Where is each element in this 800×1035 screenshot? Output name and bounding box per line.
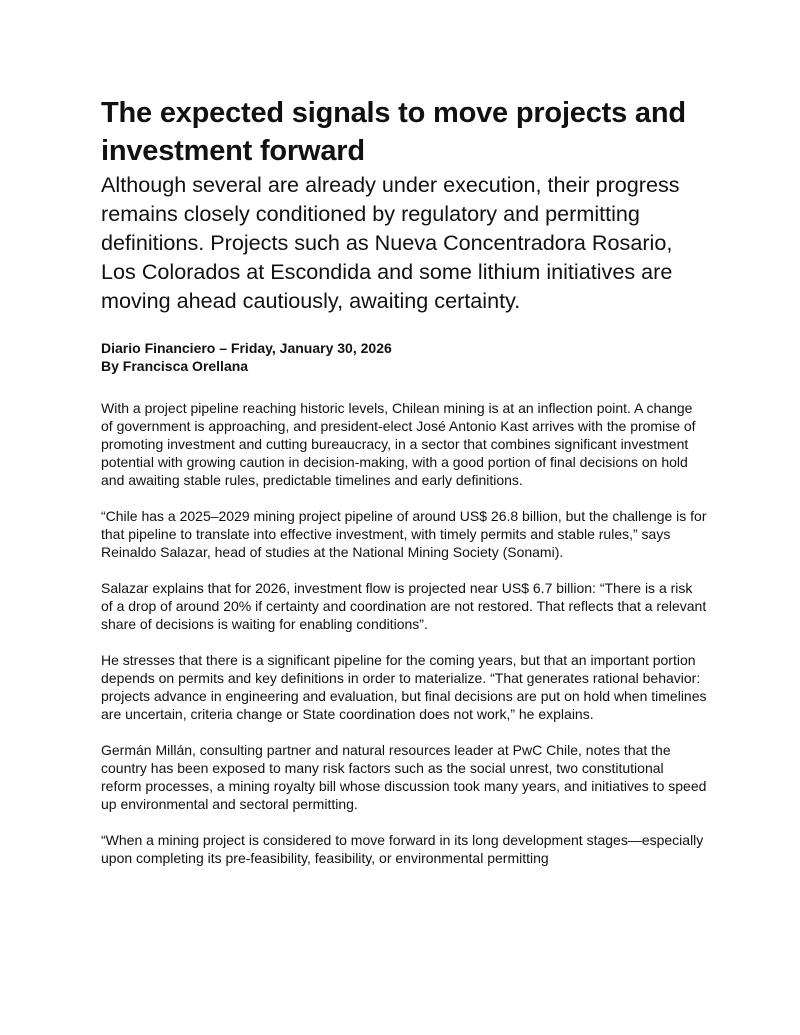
subheadline: Although several are already under execution, their progress remains closely conditioned by regulatory and permitting definitions. Projects such as Nueva Concentradora Rosario, Los Colorados at Escondida and some lithium initiatives are moving ahead cautiously, awaiting certainty. (101, 172, 680, 313)
author-line: By Francisca Orellana (101, 358, 249, 374)
article (101, 94, 707, 885)
paragraph: “Chile has a 2025–2029 mining project pipeline of around US$ 26.8 billion, but the challenge is for that pipeline to translate into effective investment, with timely permits and stable rules,” says Reinaldo Salazar, head of studies at the National Mining Society (Sonami). (101, 508, 707, 560)
paragraph: Salazar explains that for 2026, investment flow is projected near US$ 6.7 billion: “There is a risk of a drop of around 20% if certainty and coordination are not restored. That reflects that a relevant share of decisions is waiting for enabling conditions”. (101, 580, 707, 632)
article-body (101, 399, 707, 867)
paragraph: He stresses that there is a significant pipeline for the coming years, but that an important portion depends on permits and key definitions in order to materialize. “That generates rational behavior: projects advance in engineering and evaluation, but final decisions are put on hold when timelines are uncertain, criteria change or State coordination does not work,” he explains. (101, 652, 707, 722)
headline: The expected signals to move projects and investment forward (101, 97, 686, 167)
paragraph: “When a mining project is considered to move forward in its long development stages—especially upon completing its pre-feasibility, feasibility, or environmental permitting (101, 832, 704, 866)
paragraph: With a project pipeline reaching historic levels, Chilean mining is at an inflection point. A change of government is approaching, and president-elect José Antonio Kast arrives with the promise of promoting investment and cutting bureaucracy, in a sector that combines significant investment potential with growing caution in decision-making, with a good portion of final decisions on hold and awaiting stable rules, predictable timelines and early definitions. (101, 400, 696, 488)
paragraph: Germán Millán, consulting partner and natural resources leader at PwC Chile, notes that the country has been exposed to many risk factors such as the social unrest, two constitutional reform processes, a mining royalty bill whose discussion took many years, and initiatives to speed up environmental and sectoral permitting. (101, 742, 707, 812)
byline (101, 339, 707, 375)
source-date-line: Diario Financiero – Friday, January 30, 2026 (101, 340, 392, 356)
